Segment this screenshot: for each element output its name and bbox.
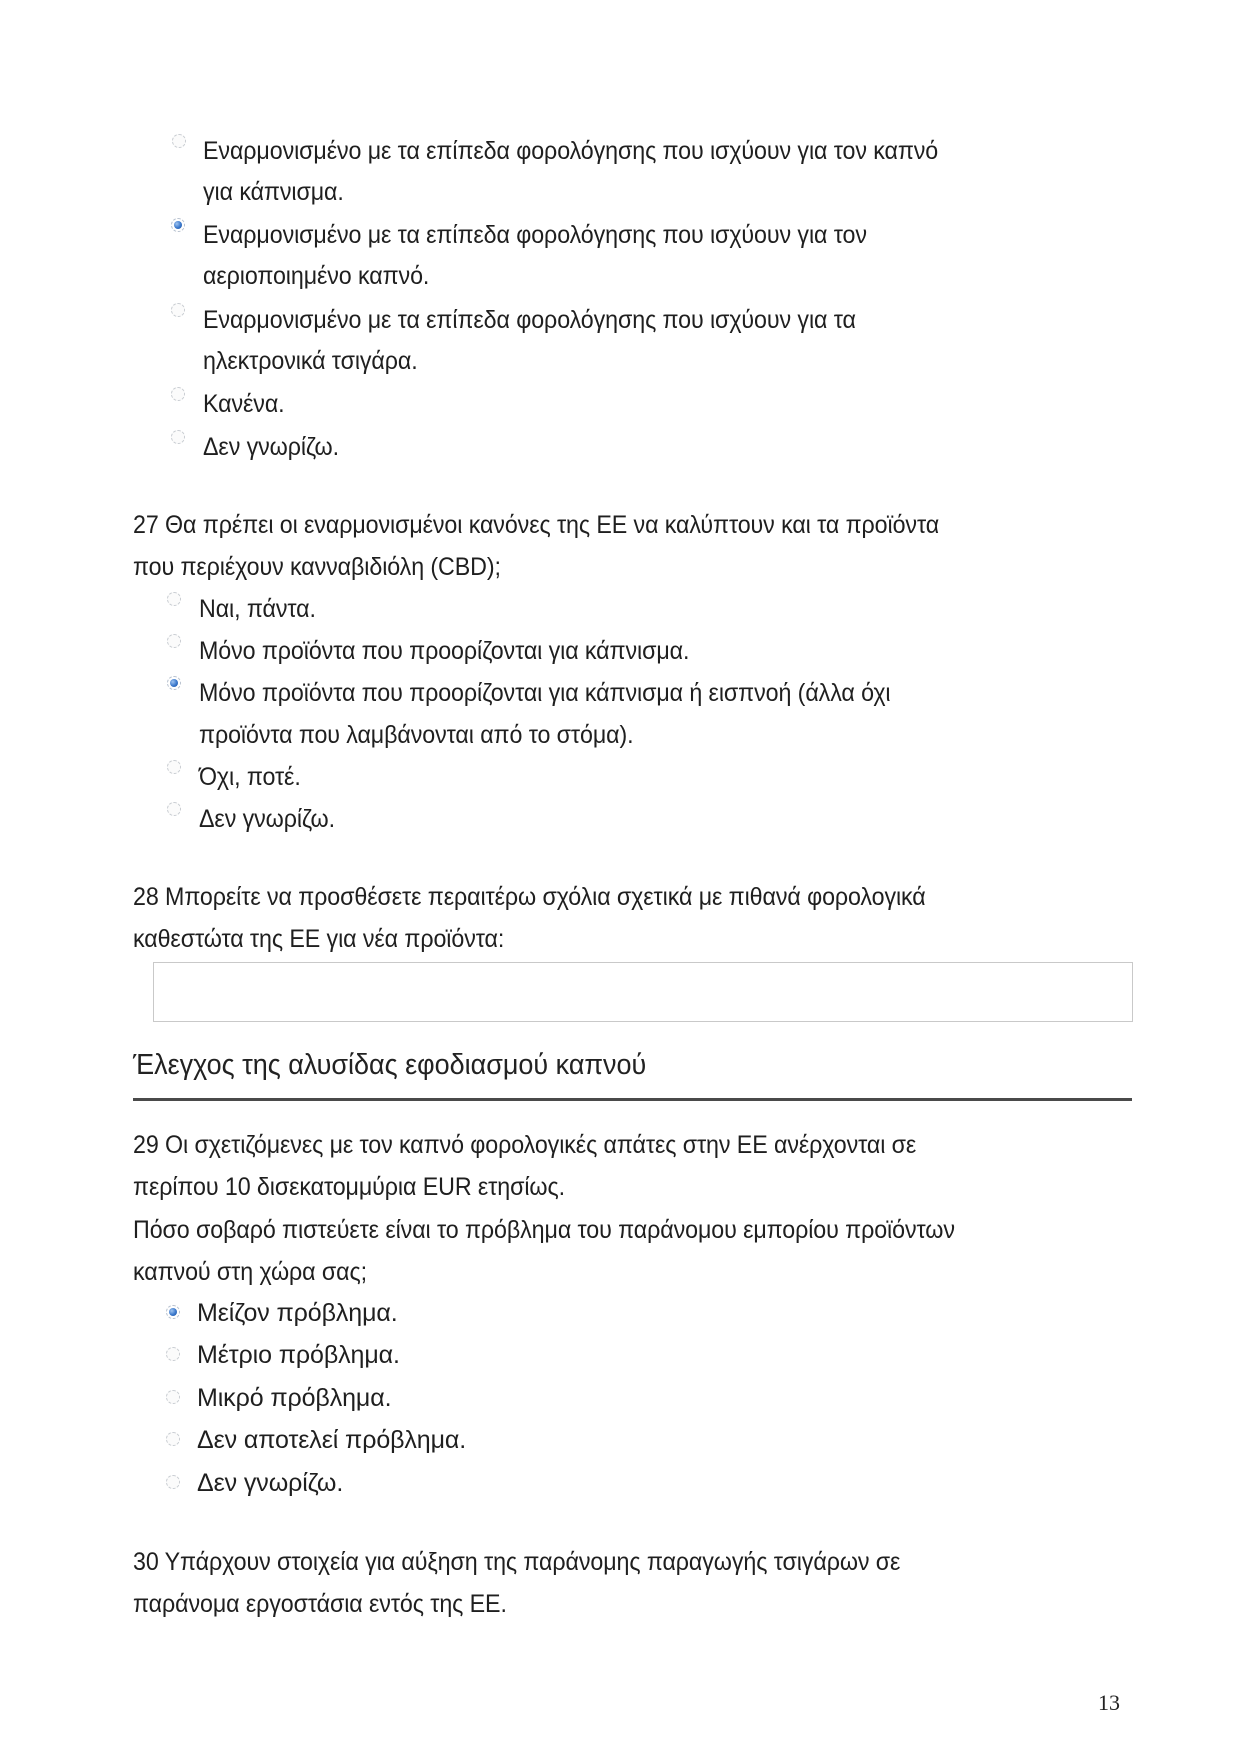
option-label: Εναρμονισμένο με τα επίπεδα φορολόγησης που ισχύουν για τα [203,306,856,334]
option-label: Κανένα. [203,390,285,418]
option-label: Δεν γνωρίζω. [199,805,335,833]
radio-button-icon[interactable] [167,592,181,606]
option-label: ηλεκτρονικά τσιγάρα. [203,347,418,375]
radio-button-icon[interactable] [172,134,186,148]
question-text: 28 Μπορείτε να προσθέσετε περαιτέρω σχόλια σχετικά με πιθανά φορολογικά [133,883,926,911]
option-label: Μικρό πρόβλημα. [197,1384,392,1412]
section-divider [133,1098,1132,1101]
option-label: προϊόντα που λαμβάνονται από το στόμα). [199,721,634,749]
section-title: Έλεγχος της αλυσίδας εφοδιασμού καπνού [133,1049,647,1081]
radio-button-icon[interactable] [167,802,181,816]
option-label: Μόνο προϊόντα που προορίζονται για κάπνισμα. [199,637,690,665]
radio-button-icon[interactable] [166,1432,180,1446]
question-text: καθεστώτα της ΕΕ για νέα προϊόντα: [133,925,505,953]
radio-button-icon[interactable] [166,1347,180,1361]
option-label: Εναρμονισμένο με τα επίπεδα φορολόγησης που ισχύουν για τον [203,221,867,249]
option-label: Εναρμονισμένο με τα επίπεδα φορολόγησης που ισχύουν για τον καπνό [203,137,939,165]
radio-button-icon[interactable] [166,1390,180,1404]
option-label: Δεν γνωρίζω. [197,1469,344,1497]
radio-button-icon[interactable] [167,760,181,774]
option-label: Ναι, πάντα. [199,595,316,623]
question-text: Πόσο σοβαρό πιστεύετε είναι το πρόβλημα του παράνομου εμπορίου προϊόντων [133,1216,955,1244]
radio-button-icon[interactable] [171,430,185,444]
option-label: Δεν αποτελεί πρόβλημα. [197,1426,467,1454]
radio-button-icon[interactable] [171,387,185,401]
radio-button-icon[interactable] [171,303,185,317]
radio-button-icon[interactable] [167,634,181,648]
option-label: Όχι, ποτέ. [199,763,301,791]
option-label: αεριοποιημένο καπνό. [203,262,430,290]
radio-button-selected-icon[interactable] [166,1305,180,1319]
page-number: 13 [1098,1690,1120,1715]
question-text: καπνού στη χώρα σας; [133,1258,367,1286]
question-text: παράνομα εργοστάσια εντός της ΕΕ. [133,1590,507,1618]
comments-textarea[interactable] [153,962,1133,1022]
option-label: για κάπνισμα. [203,178,344,206]
question-text: που περιέχουν κανναβιδιόλη (CBD); [133,553,501,581]
radio-button-selected-icon[interactable] [167,676,181,690]
radio-button-icon[interactable] [166,1475,180,1489]
question-text: 27 Θα πρέπει οι εναρμονισμένοι κανόνες της ΕΕ να καλύπτουν και τα προϊόντα [133,511,940,539]
option-label: Μέτριο πρόβλημα. [197,1341,400,1369]
option-label: Μείζον πρόβλημα. [197,1299,398,1327]
question-text: 30 Υπάρχουν στοιχεία για αύξηση της παράνομης παραγωγής τσιγάρων σε [133,1548,901,1576]
option-label: Δεν γνωρίζω. [203,433,339,461]
radio-button-selected-icon[interactable] [171,218,185,232]
question-text: 29 Οι σχετιζόμενες με τον καπνό φορολογικές απάτες στην ΕΕ ανέρχονται σε [133,1131,917,1159]
question-text: περίπου 10 δισεκατομμύρια EUR ετησίως. [133,1173,565,1201]
option-label: Μόνο προϊόντα που προορίζονται για κάπνισμα ή εισπνοή (άλλα όχι [199,679,891,707]
